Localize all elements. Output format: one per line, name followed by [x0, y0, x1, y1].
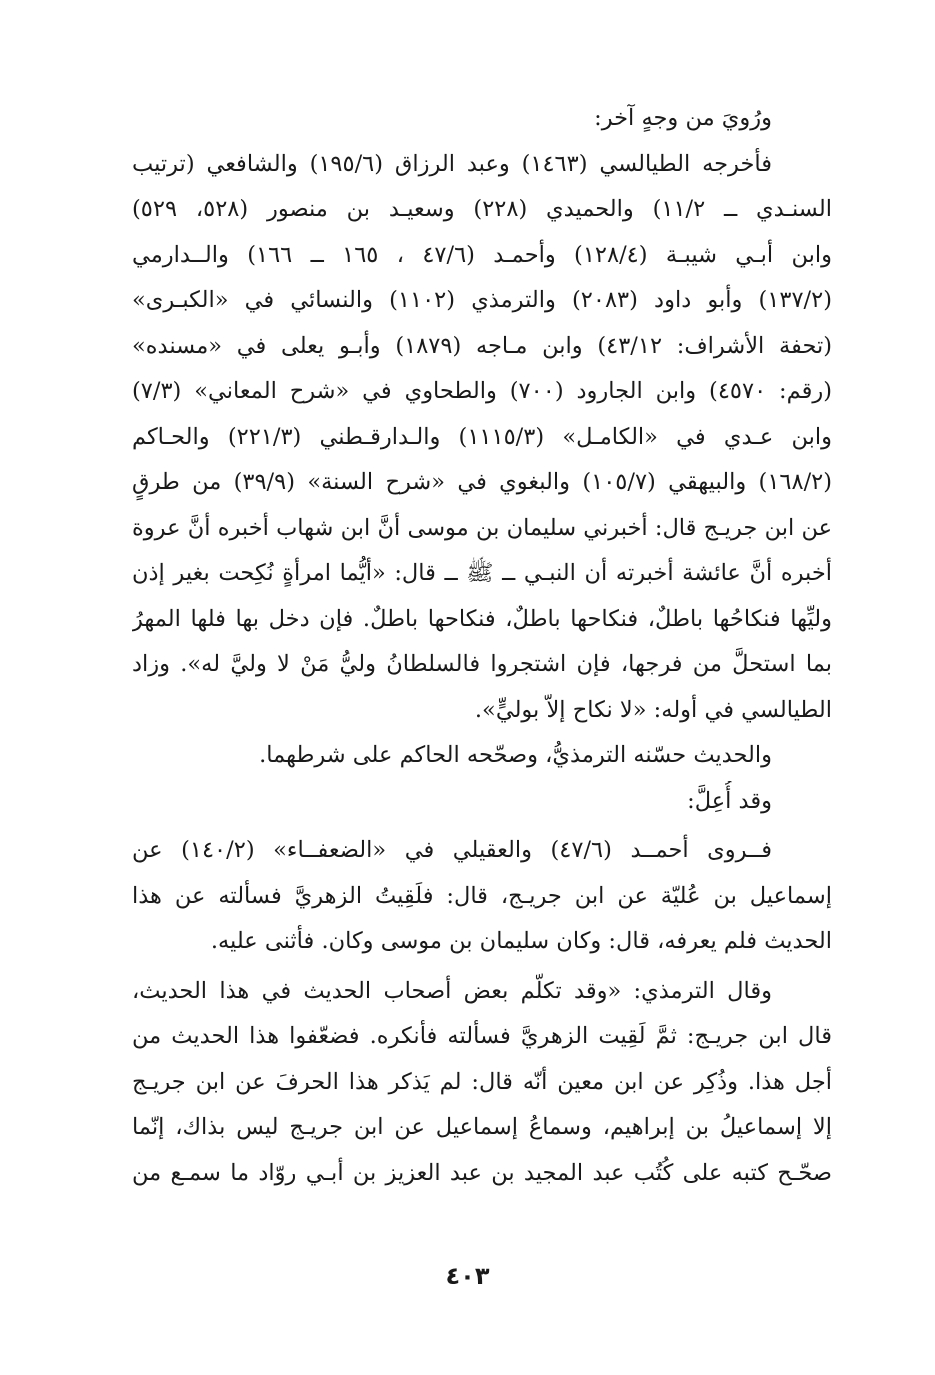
page-number: ٤٠٣	[445, 1262, 490, 1290]
text-line: (رقم: ٤٥٧٠) وابن الجارود (٧٠٠) والطحاوي في «شرح المعاني» (٧/٣)	[132, 378, 832, 404]
text-line: (تحفة الأشراف: ٤٣/١٢) وابن مـاجه (١٨٧٩) وأبـو يعلى في «مسنده»	[132, 332, 832, 359]
text-line: والحديث حسّنه الترمذيُّ، وصحّحه الحاكم على شرطهما.	[259, 742, 772, 768]
text-line: إسماعيل بن عُليّة عن ابن جريـج، قال: فلَقِيتُ الزهريَّ فسألته عن هذا	[132, 882, 832, 909]
text-line: الحديث فلم يعرفه، قال: وكان سليمان بن موسى وكان. فأثنى عليه.	[210, 928, 832, 954]
text-line: قال ابن جريـج: ثمَّ لَقِيت الزهريَّ فسألته فأنكره. فضعّفوا هذا الحديث من	[132, 1023, 832, 1049]
text-line: السنـدي ــ ١١/٢) والحميدي (٢٢٨) وسعيـد بن منصور (٥٢٨، ٥٢٩)	[132, 196, 832, 222]
text-line: (١٣٧/٢) وأبو داود (٢٠٨٣) والترمذي (١١٠٢) والنسائي في «الكبـرى»	[132, 287, 832, 313]
text-line: الطيالسي في أوله: «لا نكاح إلاّ بوليٍّ».	[474, 696, 832, 723]
text-line: بما استحلَّ من فرجها، فإن اشتجروا فالسلطانُ وليُّ مَنْ لا وليَّ له». وزاد	[132, 651, 832, 677]
text-line: أخبره أنَّ عائشة أخبرته أن النبـي ــ ﷺ ــ قال: «أيُّما امرأةٍ نُكِحت بغير إذن	[132, 560, 832, 586]
text-line: وقد أُعِلَّ:	[687, 787, 772, 814]
text-line: وابن عـدي في «الكامـل» (١١١٥/٣) والـدارقـطني (٢٢١/٣) والحـاكم	[132, 423, 832, 450]
text-line: فأخرجه الطيالسي (١٤٦٣) وعبد الرزاق (١٩٥/٦) والشافعي (ترتيب	[132, 150, 772, 177]
text-line: فــروى أحمــد (٤٧/٦) والعقيلي في «الضعفــاء» (١٤٠/٢) عن	[132, 837, 772, 863]
text-line: وليِّها فنكاحُها باطلٌ، فنكاحها باطلٌ، فنكاحها باطلٌ. فإن دخل بها فلها المهرُ	[132, 605, 832, 632]
text-line: إلا إسماعيلُ بن إبراهيم، وسماعُ إسماعيل عن ابن جريـج ليس بذاك، إنّما	[132, 1114, 832, 1140]
text-line: وقال الترمذي: «وقد تكلّم بعض أصحاب الحديث في هذا الحديث،	[132, 977, 772, 1004]
text-line: صحّـح كتبه على كُتُب عبد المجيد بن عبد العزيز بن أبـي روّاد ما سمـع من	[132, 1159, 832, 1186]
text-line: عن ابن جريـج قال: أخبرني سليمان بن موسى أنَّ ابن شهاب أخبره أنَّ عروة	[132, 514, 832, 541]
text-line: (١٦٨/٢) والبيهقي (١٠٥/٧) والبغوي في «شرح السنة» (٣٩/٩) من طرقٍ	[132, 469, 832, 495]
text-line: وابن أبـي شيبـة (١٢٨/٤) وأحمـد (٤٧/٦ ، ١٦٥ ــ ١٦٦) والــدارمي	[132, 241, 832, 268]
text-line: أجل هذا. وذُكِر عن ابن معين أنّه قال: لم يَذكر هذا الحرفَ عن ابن جريـج	[132, 1068, 832, 1095]
text-line: ورُويَ من وجهٍ آخر:	[594, 105, 772, 131]
